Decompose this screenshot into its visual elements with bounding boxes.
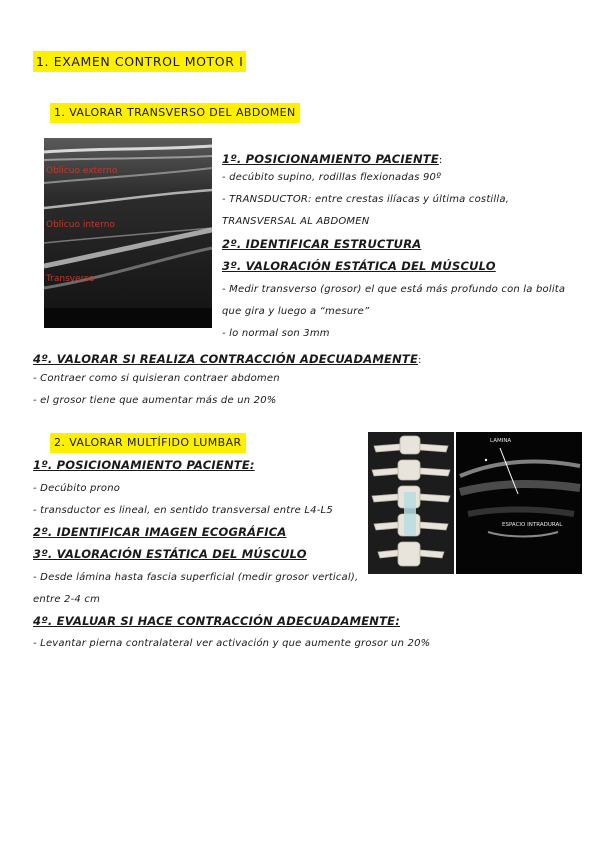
step3-title: 3º. VALORACIÓN ESTÁTICA DEL MÚSCULO [222, 259, 496, 273]
list-item: - transductor es lineal, en sentido transversal entre L4-L5 [33, 505, 333, 516]
step4-title: 4º. VALORAR SI REALIZA CONTRACCIÓN ADECUADAMENTE [33, 352, 418, 366]
list-item: - TRANSDUCTOR: entre crestas ilíacas y última costilla, [222, 194, 510, 205]
label-oblicuo-externo: Oblicuo externo [46, 166, 118, 176]
spine-model-graphic [368, 432, 582, 574]
list-item: - decúbito supino, rodillas flexionadas 90º [222, 172, 442, 183]
list-item: - Desde lámina hasta fascia superficial (medir grosor vertical), [33, 572, 359, 583]
label-espacio-intradural: ESPACIO INTRADURAL [502, 522, 563, 528]
step3-title: 3º. VALORACIÓN ESTÁTICA DEL MÚSCULO [33, 547, 307, 561]
spine-ultrasound-image [368, 432, 582, 574]
step1-heading-abdomen [222, 148, 442, 167]
list-item: - lo normal son 3mm [222, 328, 330, 339]
step1-title: 1º. POSICIONAMIENTO PACIENTE [222, 152, 439, 166]
list-item: - Decúbito prono [33, 483, 121, 494]
list-item: TRANSVERSAL AL ABDOMEN [222, 216, 370, 227]
step1-colon: : [438, 155, 443, 166]
section-heading-transverso: 1. VALORAR TRANSVERSO DEL ABDOMEN [50, 103, 300, 123]
label-lamina: LAMINA [490, 438, 512, 444]
step4-title: 4º. EVALUAR SI HACE CONTRACCIÓN ADECUADAMENTE: [33, 614, 401, 628]
list-item: - Levantar pierna contralateral ver activación y que aumente grosor un 20% [33, 638, 431, 649]
step1-title: 1º. POSICIONAMIENTO PACIENTE: [33, 458, 255, 472]
list-item: - Medir transverso (grosor) el que está más profundo con la bolita [222, 284, 566, 295]
step2-title: 2º. IDENTIFICAR ESTRUCTURA [222, 237, 422, 251]
step2-title: 2º. IDENTIFICAR IMAGEN ECOGRÁFICA [33, 525, 287, 539]
label-oblicuo-interno: Oblicuo interno [46, 220, 115, 230]
section-heading-multifido: 2. VALORAR MULTÍFIDO LUMBAR [50, 433, 246, 453]
ultrasound-image-abdomen [44, 138, 212, 328]
list-item: - Contraer como si quisieran contraer abdomen [33, 373, 280, 384]
document-title: 1. EXAMEN CONTROL MOTOR I [33, 51, 246, 72]
step4-colon: : [418, 355, 422, 366]
list-item: entre 2-4 cm [33, 594, 101, 605]
step4-heading-abdomen [33, 348, 422, 367]
list-item: que gira y luego a “mesure” [222, 306, 370, 317]
label-transverso: Transverso [46, 274, 95, 284]
list-item: - el grosor tiene que aumentar más de un 20% [33, 395, 277, 406]
